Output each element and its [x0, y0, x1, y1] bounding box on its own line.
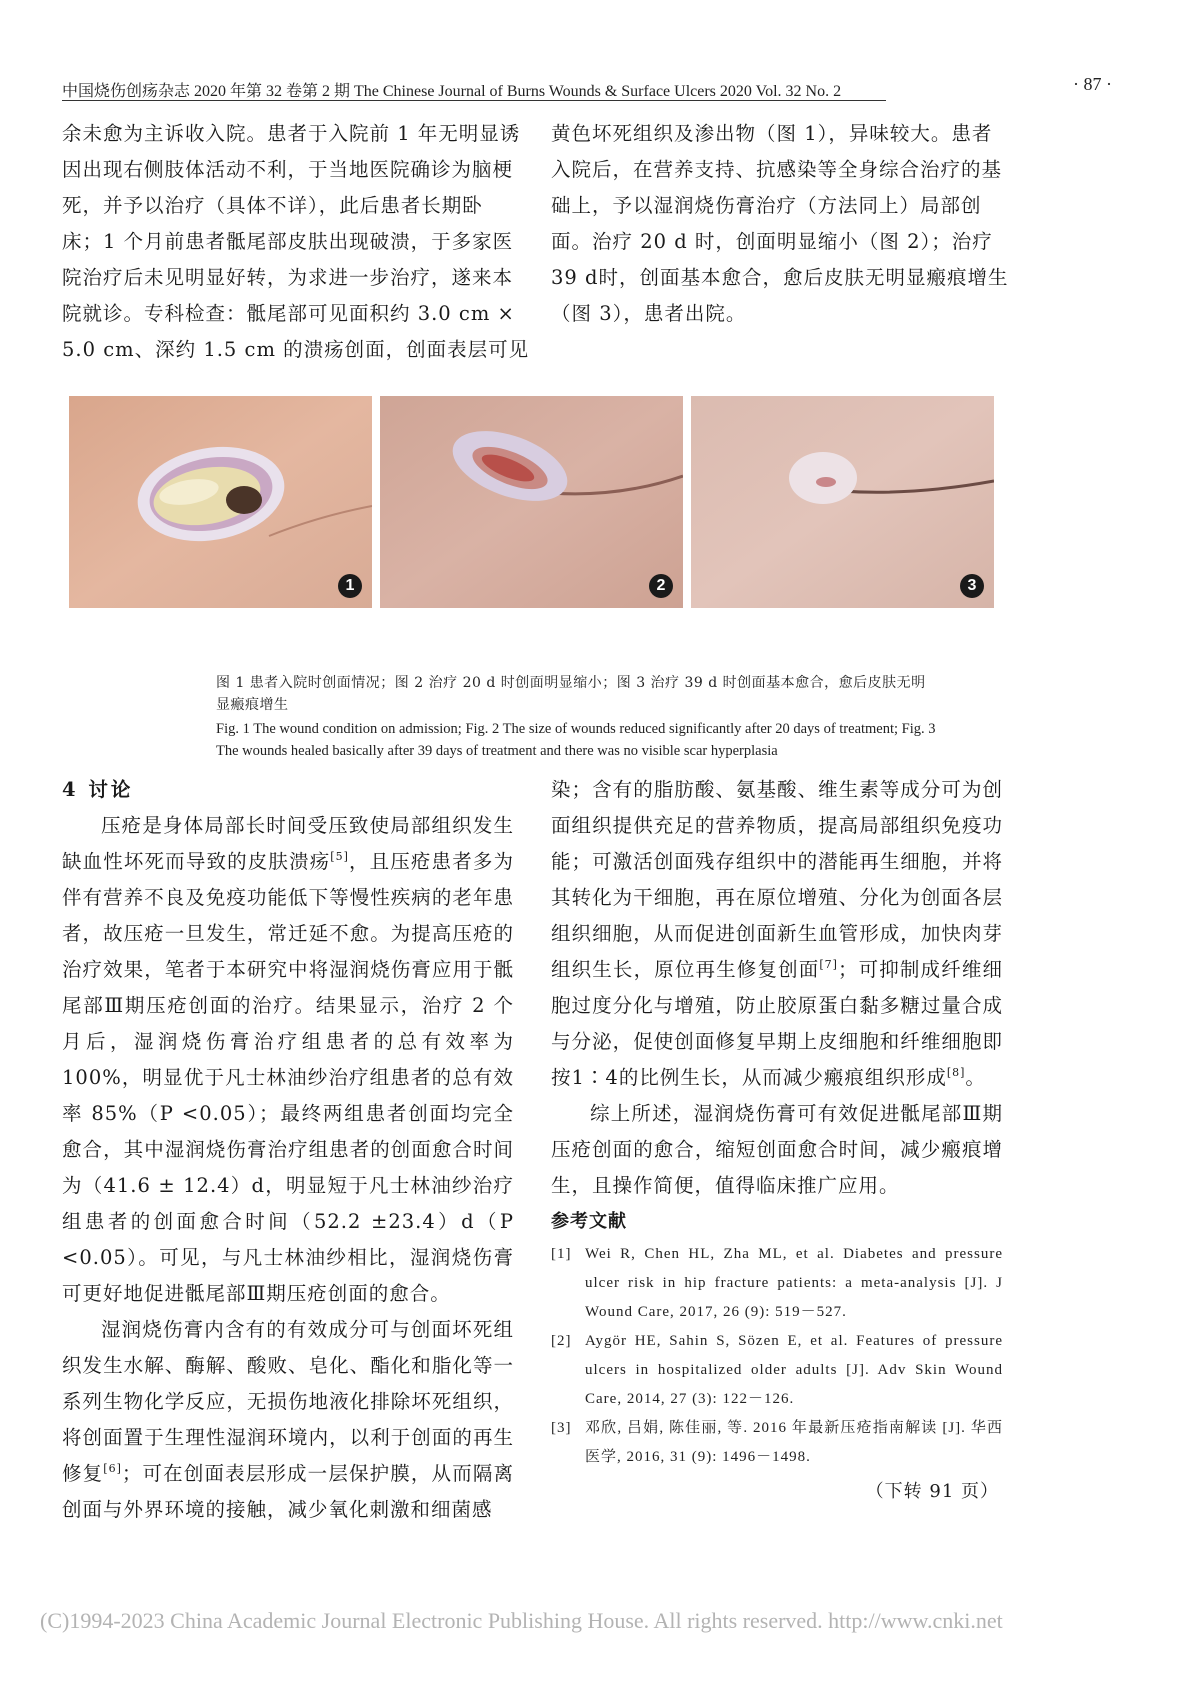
- paragraph-text: ；可抑制成纤维细胞过度分化与增殖，防止胶原蛋白黏多糖过量合成与分泌，促使创面修复早期上皮细胞和纤维细胞即按1∶4的比例生长，从而减少瘢痕组织形成: [551, 958, 1003, 1089]
- paragraph-text: 。: [965, 1066, 986, 1089]
- figure-1-photo: [69, 396, 372, 608]
- figure-2-photo: [380, 396, 683, 608]
- reference-text: Aygör HE, Sahin S, Sözen E, et al. Features of pressure ulcers in hospitalized older adults [J]. Adv Skin Wound Care, 2014, 27 (3): 122－126.: [585, 1333, 1003, 1407]
- text-line: 入院后，在营养支持、抗感染等全身综合治疗的基: [551, 158, 1003, 181]
- figure-badge: 1: [338, 574, 362, 598]
- reference-number: [3]: [551, 1420, 572, 1436]
- text-line: 床；1 个月前患者骶尾部皮肤出现破溃，于多家医: [62, 230, 514, 253]
- reference-number: [1]: [551, 1246, 572, 1262]
- continued-note: （下转 91 页）: [865, 1481, 999, 1502]
- figure-caption: [216, 672, 936, 762]
- running-header: [62, 72, 1132, 100]
- text-line: 余未愈为主诉收入院。患者于入院前 1 年无明显诱: [62, 122, 521, 145]
- top-right-column: [551, 116, 1009, 332]
- figure-badge: 2: [649, 574, 673, 598]
- copyright-footer: (C)1994-2023 China Academic Journal Electronic Publishing House. All rights reserved. http://www.cnki.net: [40, 1608, 1003, 1633]
- figure-3-photo: [691, 396, 994, 608]
- section-heading: 4 讨论: [62, 778, 134, 801]
- discussion-left-column: [62, 772, 514, 1528]
- reference-text: Wei R, Chen HL, Zha ML, et al. Diabetes and pressure ulcer risk in hip fracture patients: a meta-analysis [J]. J Wound Care, 2017, 26 (9): 519－527.: [585, 1246, 1003, 1320]
- reference-item: [551, 1240, 1003, 1327]
- text-line: 死，并予以治疗（具体不详），此后患者长期卧: [62, 194, 483, 217]
- text-line: 面。治疗 20 d 时，创面明显缩小（图 2）；治疗: [551, 230, 993, 253]
- wound-photo-2: [380, 396, 683, 608]
- text-line: 因出现右侧肢体活动不利，于当地医院确诊为脑梗: [62, 158, 514, 181]
- caption-english: Fig. 1 The wound condition on admission; Fig. 2 The size of wounds reduced significantly after 20 days of treatment; Fig. 3 The wounds healed basically after 39 days of treatment and there was no visible scar hyperplasia: [216, 721, 936, 759]
- discussion-paragraph-2: [62, 1312, 514, 1528]
- references-title: 参考文献: [551, 1211, 627, 1232]
- journal-info: 中国烧伤创疡杂志 2020 年第 32 卷第 2 期 The Chinese Journal of Burns Wounds & Surface Ulcers 2020 Vol. 32 No. 2: [62, 83, 842, 100]
- text-line: 院就诊。专科检查：骶尾部可见面积约 3.0 cm ×: [62, 302, 515, 325]
- text-line: （图 3），患者出院。: [551, 302, 747, 325]
- citation: [8]: [946, 1066, 966, 1079]
- paragraph-text: 压疮是身体局部长时间受压致使局部组织发生缺血性坏死而导致的皮肤溃疡: [62, 814, 514, 873]
- paragraph-text: ，且压疮患者多为伴有营养不良及免疫功能低下等慢性疾病的老年患者，故压疮一旦发生，常迁延不愈。为提高压疮的治疗效果，笔者于本研究中将湿润烧伤膏应用于骶尾部Ⅲ期压疮创面的治疗。结果显示，治疗 2 个月后，湿润烧伤膏治疗组患者的总有效率为 100%，明显优于凡士林油纱治疗组患者的总有效率 85%（P <0.05）；最终两组患者创面均完全愈合，其中湿润烧伤膏治疗组患者的创面愈合时间为（41.6 ± 12.4）d，明显短于凡士林油纱治疗组患者的创面愈合时间（52.2 ±23.4）d（P <0.05）。可见，与凡士林油纱相比，湿润烧伤膏可更好地促进骶尾部Ⅲ期压疮创面的愈合。: [62, 850, 514, 1305]
- header-divider: [62, 100, 886, 101]
- citation: [6]: [103, 1462, 122, 1475]
- figure-badge: 3: [960, 574, 984, 598]
- reference-item: [551, 1327, 1003, 1414]
- citation: [5]: [330, 850, 349, 863]
- citation: [7]: [819, 958, 838, 971]
- discussion-right-column: [551, 772, 1003, 1510]
- discussion-paragraph-1: [62, 808, 514, 1312]
- reference-item: [551, 1414, 1003, 1472]
- paragraph-text: ；可在创面表层形成一层保护膜，从而隔离创面与外界环境的接触，减少氧化刺激和细菌感: [62, 1462, 514, 1521]
- wound-photo-1: [69, 396, 372, 608]
- paragraph-text: 湿润烧伤膏内含有的有效成分可与创面坏死组织发生水解、酶解、酸败、皂化、酯化和脂化等一系列生物化学反应，无损伤地液化排除坏死组织，将创面置于生理性湿润环境内，以利于创面的再生修复: [62, 1318, 514, 1485]
- reference-number: [2]: [551, 1333, 572, 1349]
- text-line: 5.0 cm、深约 1.5 cm 的溃疡创面，创面表层可见: [62, 338, 530, 361]
- discussion-paragraph-2-cont: [551, 772, 1003, 1096]
- top-left-column: [62, 116, 530, 368]
- reference-text: 邓欣, 吕娟, 陈佳丽, 等. 2016 年最新压疮指南解读 [J]. 华西医学, 2016, 31 (9): 1496－1498.: [585, 1420, 1003, 1465]
- text-line: 黄色坏死组织及渗出物（图 1），异味较大。患者: [551, 122, 993, 145]
- caption-chinese: 图 1 患者入院时创面情况；图 2 治疗 20 d 时创面明显缩小；图 3 治疗 39 d 时创面基本愈合，愈后皮肤无明显瘢痕增生: [216, 675, 926, 713]
- text-line: 院治疗后未见明显好转，为求进一步治疗，遂来本: [62, 266, 514, 289]
- discussion-paragraph-3: 综上所述，湿润烧伤膏可有效促进骶尾部Ⅲ期压疮创面的愈合，缩短创面愈合时间，减少瘢痕增生，且操作简便，值得临床推广应用。: [551, 1102, 1003, 1197]
- text-line: 39 d时，创面基本愈合，愈后皮肤无明显瘢痕增生: [551, 266, 1009, 289]
- wound-photo-3: [691, 396, 994, 608]
- page-number: · 87 ·: [1073, 74, 1112, 94]
- text-line: 础上，予以湿润烧伤膏治疗（方法同上）局部创: [551, 194, 982, 217]
- paragraph-text: 染；含有的脂肪酸、氨基酸、维生素等成分可为创面组织提供充足的营养物质，提高局部组织免疫功能；可激活创面残存组织中的潜能再生细胞，并将其转化为干细胞，再在原位增殖、分化为创面各层组织细胞，从而促进创面新生血管形成，加快肉芽组织生长，原位再生修复创面: [551, 778, 1003, 981]
